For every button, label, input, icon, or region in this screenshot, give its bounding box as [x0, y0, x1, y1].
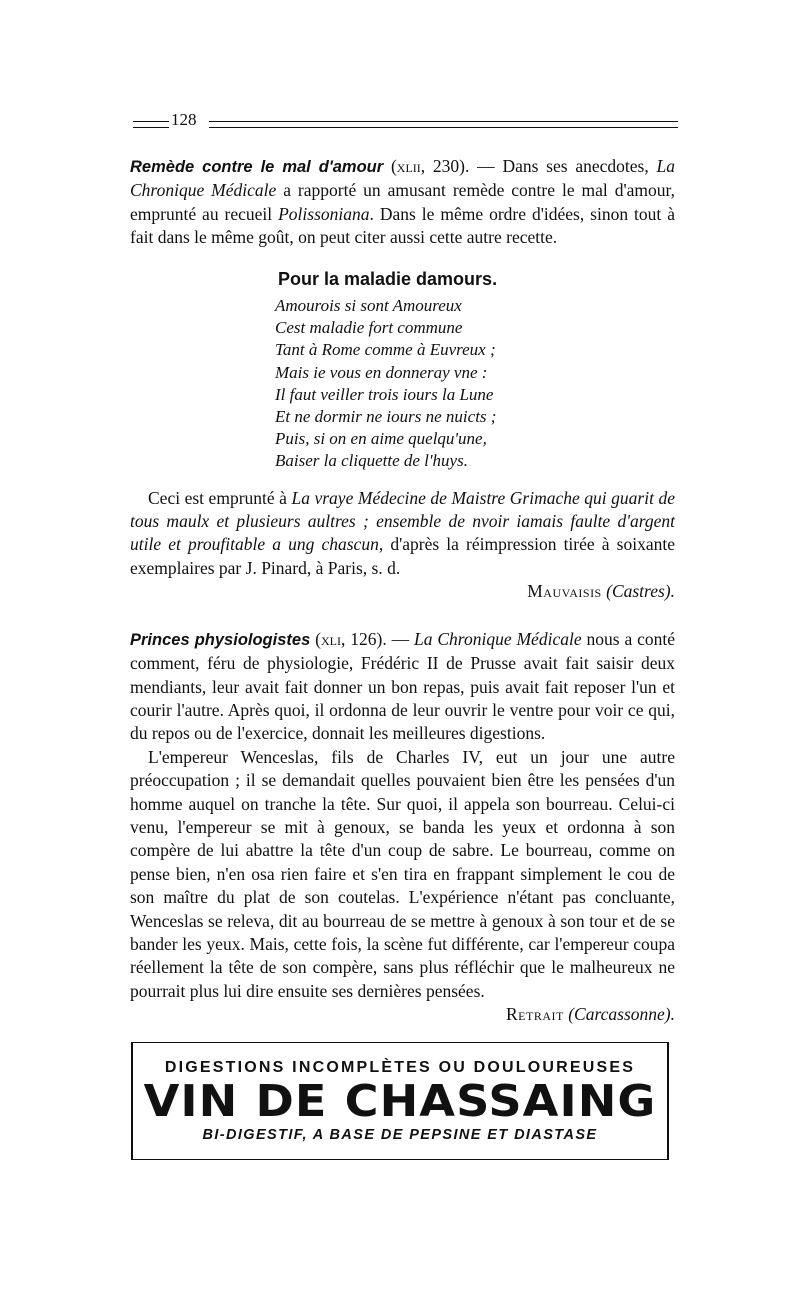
section1-source: Polissoniana — [278, 203, 370, 224]
page-header — [133, 112, 678, 138]
ad-tagline: DIGESTIONS INCOMPLÈTES OU DOULOUREUSES — [164, 1059, 636, 1076]
section2-title: Princes physiologistes — [130, 630, 311, 649]
poem-line: Puis, si on en aime quelqu'une, — [275, 429, 487, 449]
poem-line: Cest maladie fort commune — [275, 318, 463, 338]
section2-paragraph1 — [130, 628, 675, 746]
closing-book-title: La vraye Médecine de Maistre Grimache qui guarit de tous maulx et plusieurs aultres ; ensemble de nvoir iamais faulte d'argent utile et proufitable a ung chascun, — [130, 487, 675, 555]
poem-line: Tant à Rome comme à Euvreux ; — [275, 340, 496, 360]
section2-ref: (xli, 126). — [315, 628, 387, 649]
signature-name: Retrait — [506, 1004, 564, 1025]
section1-signature — [130, 580, 675, 603]
section2-para1: nous a conté comment, féru de physiologie, Frédéric II de Prusse avait fait saisir deux mendiants, leur avait fait donner un bon repas, puis avait fait reposer l'un et courir l'autre. Après quoi, il ordonna de leur ouvrir le ventre pour voir ce qui, du repos ou de l'exercice, donnait les meilleures digestions. — [130, 628, 675, 744]
section2-para2: L'empereur Wenceslas, fils de Charles IV, eut un jour une autre préoccupation ; il se demandait quelles pouvaient bien être les pensées d'un homme auquel on tranche la tête. Sur quoi, il appela son bourreau. Celui-ci venu, l'empereur se mit à genoux, se banda les yeux et ordonna à son compère de lui abattre la tête d'un coup de sabre. Le bourreau, comme on pense bien, n'en osa rien faire et s'en tira en frappant simplement le cou de son maître du plat de son coutelas. L'expérience n'étant pas concluante, Wenceslas se releva, dit au bourreau de se mettre à genoux à son tour et de se bander les yeux. Mais, cette fois, la scène fut différente, car l'empereur coupa réellement la tête de son compère, sans plus réfléchir que le malheureux ne pourrait plus lui dire ensuite ses dernières pensées. — [130, 746, 675, 1001]
advertisement-box — [131, 1042, 669, 1160]
section1-ref: (xlii, 230). — [390, 156, 470, 176]
poem-heading: Pour la maladie damours. — [278, 268, 498, 289]
section2-paragraph2 — [130, 746, 675, 1025]
poem-line: Baiser la cliquette de l'huys. — [275, 451, 468, 471]
poem — [275, 295, 675, 473]
header-rule-right — [209, 121, 678, 128]
section2-dash: — — [386, 628, 414, 649]
signature-place: (Carcassonne). — [568, 1004, 675, 1025]
signature-name: Mauvaisis — [527, 581, 602, 602]
section1-closing-paragraph — [130, 487, 675, 581]
poem-line: Mais ie vous en donneray vne : — [275, 362, 488, 382]
poem-line: Il faut veiller trois iours la Lune — [275, 384, 494, 404]
article-body — [130, 155, 675, 1027]
section2-journal: La Chronique Médicale — [414, 628, 582, 649]
section2-signature — [488, 1003, 675, 1026]
section1-title: Remède contre le mal d'amour — [130, 158, 384, 176]
poem-line: Et ne dormir ne iours ne nuicts ; — [275, 407, 497, 427]
section1-text2: . Dans le même ordre d'idées, sinon tout à fait dans le même goût, on peut citer aussi cette autre recette. — [130, 203, 675, 248]
closing-text1: Ceci est emprunté à — [148, 487, 292, 508]
poem-line: Amourois si sont Amoureux — [275, 296, 462, 316]
section1-paragraph — [130, 155, 675, 250]
closing-text2: d'après la réimpression tirée à soixante exemplaires par J. Pinard, à Paris, s. d. — [130, 534, 675, 578]
ad-product-name: VIN DE CHASSAING — [143, 1076, 657, 1127]
signature-place: (Castres). — [606, 581, 675, 602]
header-rule-left — [133, 121, 169, 128]
page-number: 128 — [171, 110, 197, 129]
section1-text1: a rapporté un amusant remède contre le mal d'amour, emprunté au recueil — [130, 180, 675, 224]
ad-subtitle: BI-DIGESTIF, A BASE DE PEPSINE ET DIASTASE — [202, 1127, 598, 1143]
section1-intro: — Dans ses anecdotes, — [469, 156, 657, 176]
section1-journal: La Chronique Médicale — [130, 156, 675, 201]
